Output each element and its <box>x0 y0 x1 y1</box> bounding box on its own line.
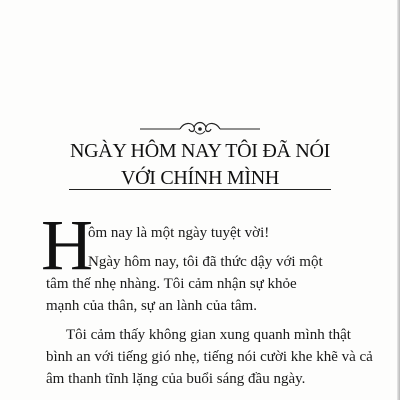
title-underline-rule <box>69 189 331 190</box>
paragraph-1-line-1: ôm nay là một ngày tuyệt vời! <box>88 225 270 241</box>
drop-cap: H <box>41 205 93 285</box>
chapter-title-line-2: VỚI CHÍNH MÌNH <box>120 167 279 189</box>
paragraph-2-line-2: tâm thế nhẹ nhàng. Tôi cảm nhận sự khỏe <box>46 276 297 292</box>
paragraph-3-line-3: âm thanh tĩnh lặng của buổi sáng đầu ngày. <box>46 371 306 387</box>
paragraph-3-line-2: bình an với tiếng gió nhẹ, tiếng nói cười khe khẽ và cả <box>46 349 373 365</box>
paragraph-2-line-3: mạnh của thân, sự an lành của tâm. <box>46 298 257 314</box>
chapter-title-line-1: NGÀY HÔM NAY TÔI ĐÃ NÓI <box>70 140 330 162</box>
paragraph-3-line-1: Tôi cảm thấy không gian xung quanh mình thật <box>66 327 351 343</box>
cut-off-next-line <box>66 392 366 400</box>
ornament-divider <box>140 118 260 136</box>
chapter-title <box>60 138 340 192</box>
paragraph-2-line-1: Ngày hôm nay, tôi đã thức dậy với một <box>88 254 323 270</box>
